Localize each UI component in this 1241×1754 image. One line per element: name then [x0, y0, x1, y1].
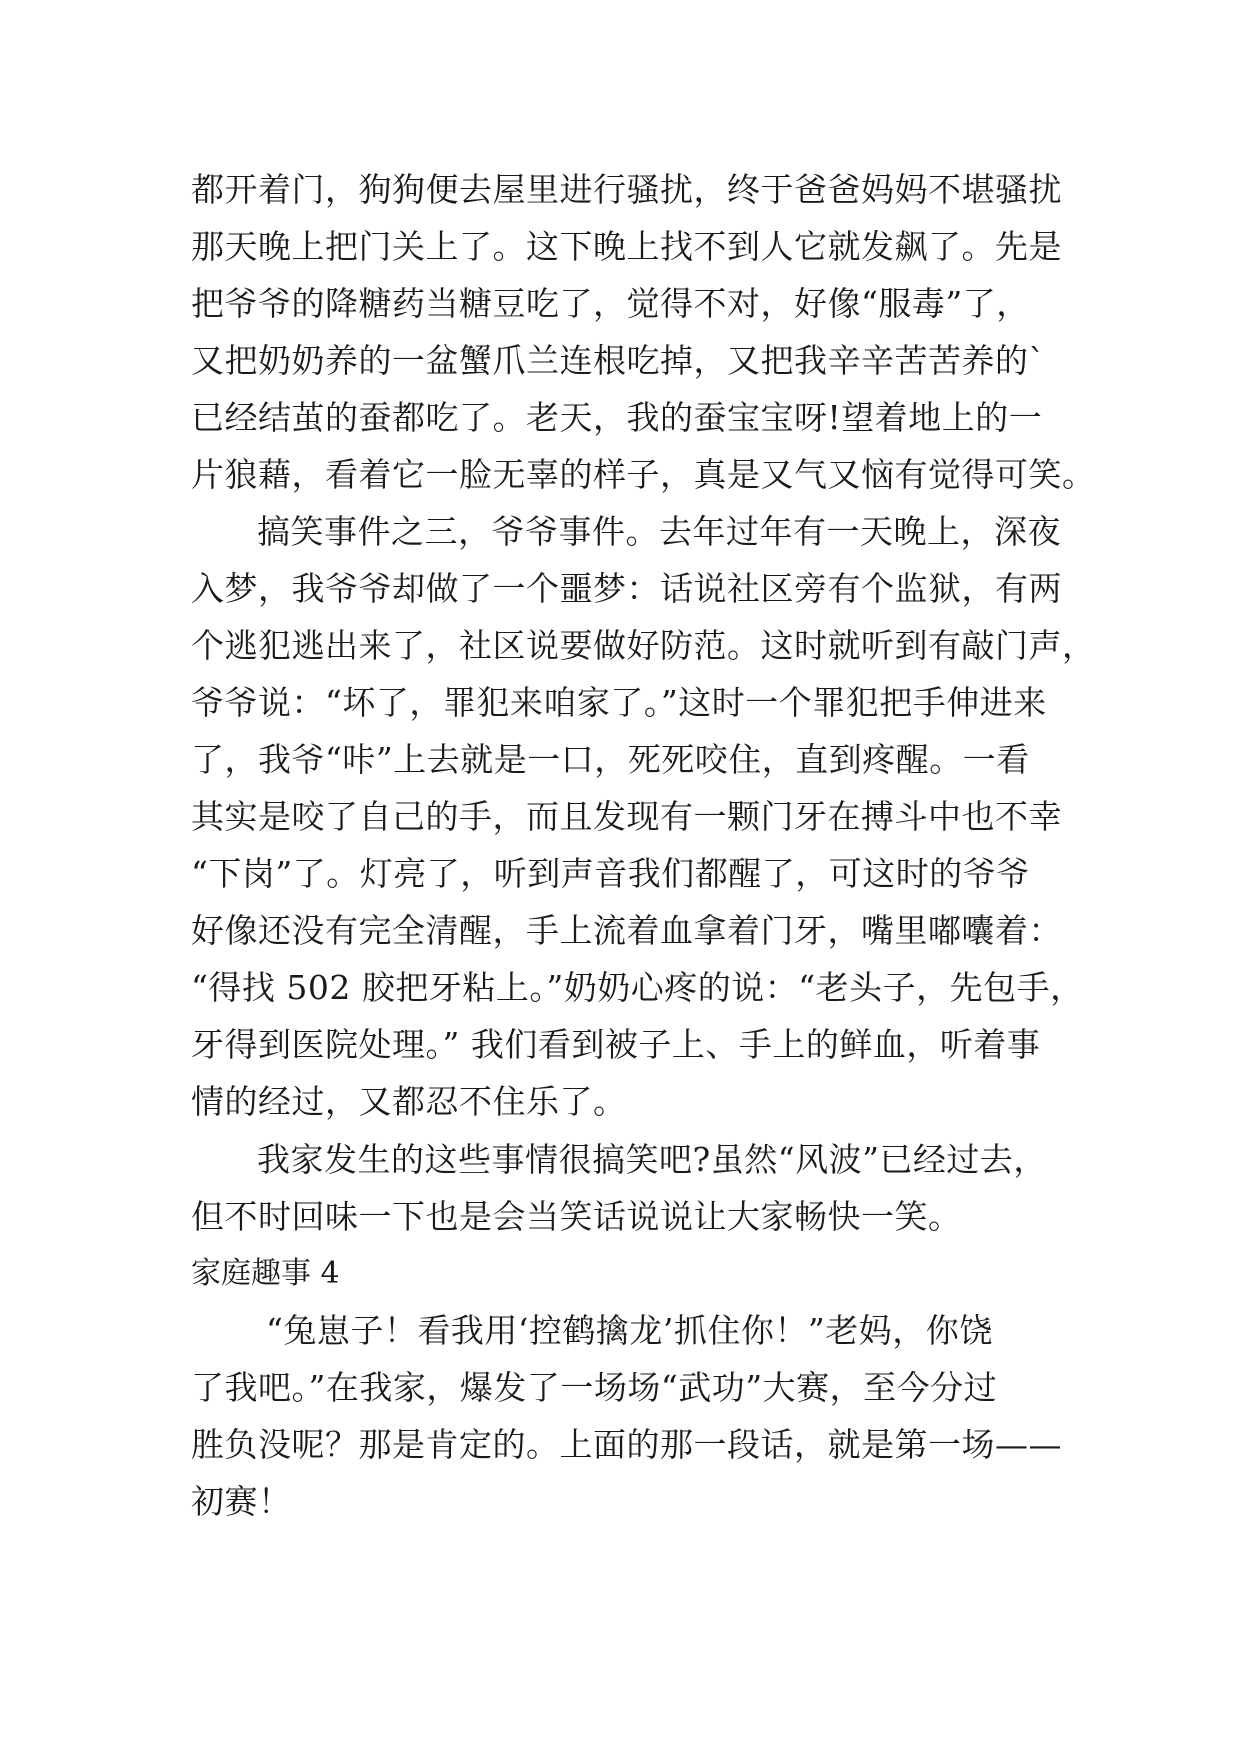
text-line: 牙得到医院处理。” 我们看到被子上、手上的鲜血，听着事	[191, 1025, 1041, 1064]
text-line: 那天晚上把门关上了。这下晚上找不到人它就发飙了。先是	[191, 227, 1062, 266]
paragraph-start-line: 搞笑事件之三，爷爷事件。去年过年有一天晚上，深夜	[257, 512, 1061, 551]
text-line: 把爷爷的降糖药当糖豆吃了，觉得不对，好像“服毒”了，	[191, 284, 1030, 323]
text-line: 又把奶奶养的一盆蟹爪兰连根吃掉，又把我辛辛苦苦养的`	[191, 341, 1046, 380]
text-line: 情的经过，又都忍不住乐了。	[191, 1082, 627, 1121]
text-line: “得找 502 胶把牙粘上。”奶奶心疼的说：“老头子，先包手，	[191, 968, 1084, 1007]
text-line: 已经结茧的蚕都吃了。老天，我的蚕宝宝呀!望着地上的一	[191, 398, 1043, 437]
paragraph-start-line: “兔崽子！看我用‘控鹤擒龙’抓住你！”老妈，你饶	[266, 1311, 993, 1350]
text-line: 但不时回味一下也是会当笑话说说让大家畅快一笑。	[191, 1197, 962, 1236]
paragraph-start-line: 我家发生的这些事情很搞笑吧?虽然“风波”已经过去，	[257, 1140, 1047, 1179]
text-line: 片狼藉，看着它一脸无辜的样子，真是又气又恼有觉得可笑。	[191, 455, 1096, 494]
text-line: 胜负没呢？那是肯定的。上面的那一段话，就是第一场——	[191, 1425, 1062, 1464]
text-line: “下岗”了。灯亮了，听到声音我们都醒了，可这时的爷爷	[191, 854, 1030, 893]
text-line: 爷爷说：“坏了，罪犯来咱家了。”这时一个罪犯把手伸进来	[191, 683, 1047, 722]
text-line: 其实是咬了自己的手，而且发现有一颗门牙在搏斗中也不幸	[191, 797, 1062, 836]
text-line: 入梦，我爷爷却做了一个噩梦：话说社区旁有个监狱，有两	[191, 569, 1062, 608]
text-line: 初赛！	[191, 1482, 292, 1521]
text-line: 好像还没有完全清醒，手上流着血拿着门牙，嘴里嘟囔着：	[191, 911, 1062, 950]
section-heading: 家庭趣事 4	[191, 1256, 340, 1291]
text-line: 个逃犯逃出来了，社区说要做好防范。这时就听到有敲门声，	[191, 626, 1096, 665]
text-line: 了我吧。”在我家，爆发了一场场“武功”大赛，至今分过	[191, 1368, 998, 1407]
text-line: 了，我爷“咔”上去就是一口，死死咬住，直到疼醒。一看	[191, 740, 1030, 779]
text-line: 都开着门，狗狗便去屋里进行骚扰，终于爸爸妈妈不堪骚扰	[191, 170, 1062, 209]
